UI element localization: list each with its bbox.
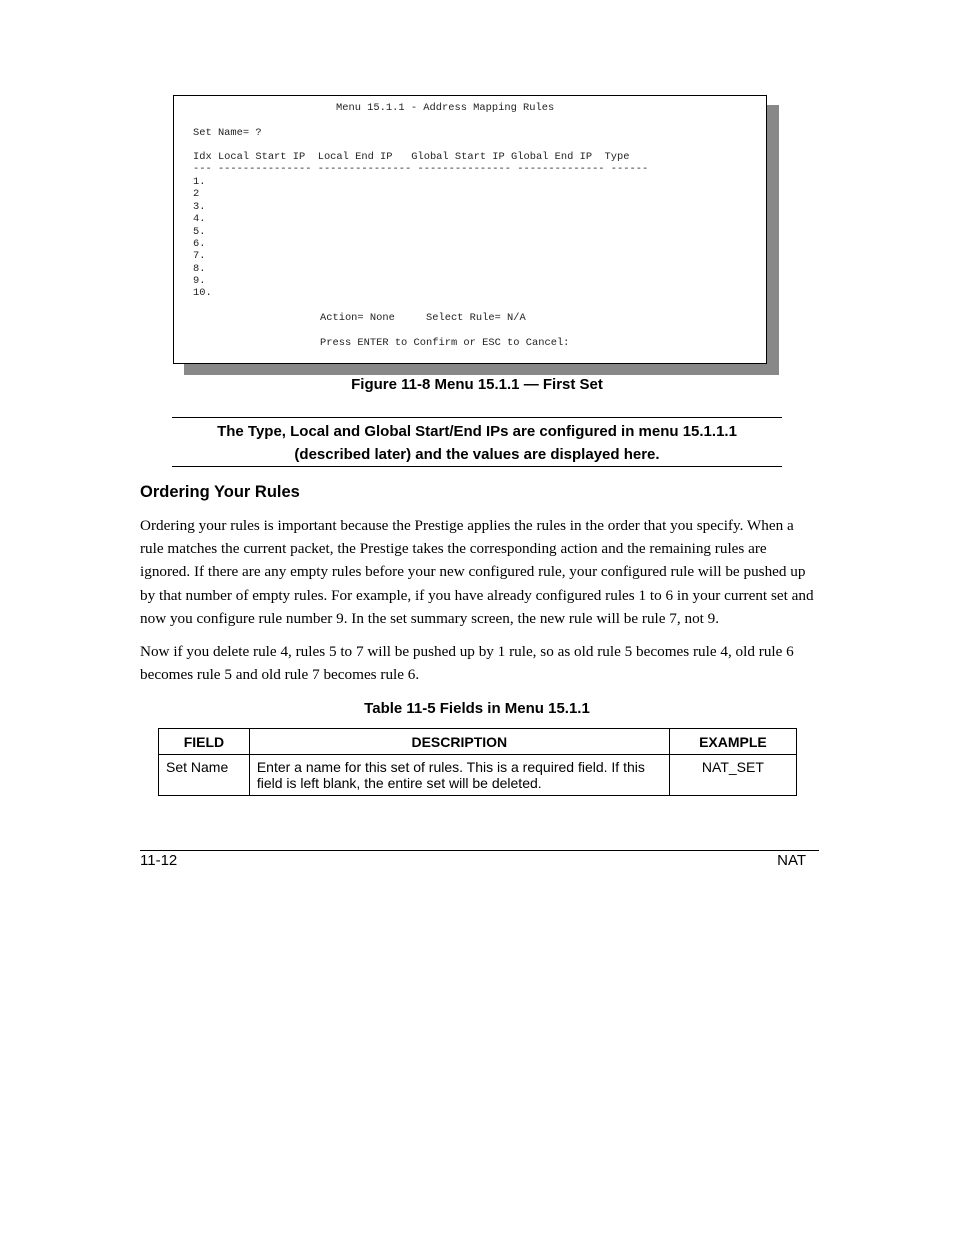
footer-page-number: 11-12 — [140, 852, 178, 869]
paragraph-delete: Now if you delete rule 4, rules 5 to 7 will be pushed up by 1 rule, so as old rule 5 becomes rule 4, old rule 6 becomes rule 5 and old rule 7 becomes rule 6. — [140, 643, 794, 684]
terminal-title: Menu 15.1.1 - Address Mapping Rules — [336, 102, 555, 114]
footer-section: NAT — [777, 852, 806, 869]
footer-rule — [140, 850, 819, 851]
terminal-row: 6. — [193, 238, 206, 250]
terminal-row: 2 — [193, 188, 200, 200]
table-row — [159, 755, 797, 796]
cell-field: Set Name — [159, 755, 250, 796]
terminal-action: Action= None Select Rule= N/A — [320, 312, 526, 324]
terminal-prompt: Press ENTER to Confirm or ESC to Cancel: — [320, 337, 570, 349]
header-description: DESCRIPTION — [249, 729, 669, 755]
terminal-separator: --- --------------- --------------- --------------- -------------- ------ — [193, 163, 649, 175]
terminal-set-name: Set Name= ? — [193, 127, 262, 139]
table-caption: Table 11-5 Fields in Menu 15.1.1 — [364, 700, 590, 717]
section-heading: Ordering Your Rules — [140, 483, 300, 501]
header-example: EXAMPLE — [669, 729, 796, 755]
terminal-row: 1. — [193, 176, 206, 188]
terminal-screen — [173, 95, 767, 364]
terminal-row: 5. — [193, 226, 206, 238]
terminal-row: 8. — [193, 263, 206, 275]
note-block — [172, 417, 782, 467]
terminal-column-header: Idx Local Start IP Local End IP Global Start IP Global End IP Type — [193, 151, 630, 163]
terminal-row: 4. — [193, 213, 206, 225]
paragraph-ordering: Ordering your rules is important because the Prestige applies the rules in the order that you specify. When a rule matches the current packet, the Prestige takes the corresponding action and the remaining rules are ignored. If there are any empty rules before your new configured rule, your configured rule will be pushed up by that number of empty rules. For example, if you have already configured rules 1 to 6 in your current set and now you configure rule number 9. In the set summary screen, the new rule will be rule 7, not 9. — [140, 517, 814, 627]
note-line-2: (described later) and the values are displayed here. — [294, 446, 660, 463]
terminal-row: 7. — [193, 250, 206, 262]
terminal-row: 9. — [193, 275, 206, 287]
note-line-1: The Type, Local and Global Start/End IPs are configured in menu 15.1.1.1 — [217, 423, 737, 440]
table-header-row — [159, 729, 797, 755]
terminal-row: 3. — [193, 201, 206, 213]
fields-table — [158, 728, 797, 796]
cell-description: Enter a name for this set of rules. This is a required field. If this field is left blank, the entire set will be deleted. — [249, 755, 669, 796]
terminal-row: 10. — [193, 287, 212, 299]
cell-example: NAT_SET — [669, 755, 796, 796]
figure-caption: Figure 11-8 Menu 15.1.1 — First Set — [351, 376, 603, 393]
header-field: FIELD — [159, 729, 250, 755]
